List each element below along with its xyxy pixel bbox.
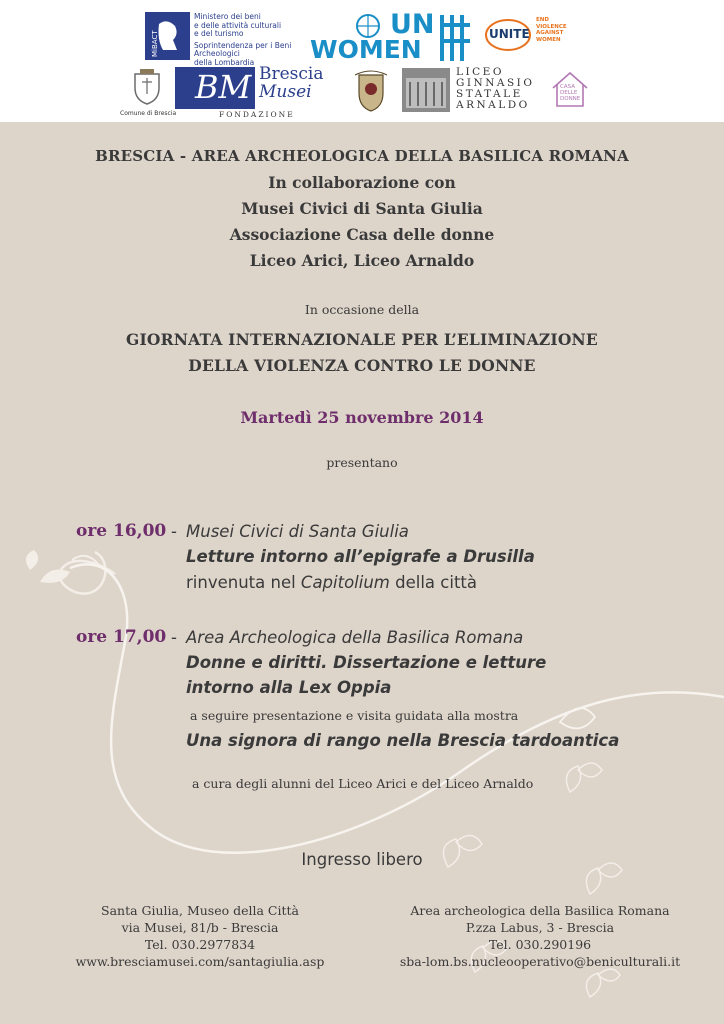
- liceo-arnaldo-logo: [402, 68, 542, 116]
- footer-line: Santa Giulia, Museo della Città: [101, 903, 299, 918]
- liceo-building-icon: [402, 68, 450, 112]
- intro-line: Musei Civici di Santa Giulia: [241, 199, 483, 218]
- mibact-line: Ministero dei beni: [194, 12, 261, 21]
- event-separator: -: [171, 522, 177, 541]
- svg-text:MiBACT: MiBACT: [151, 30, 159, 57]
- footer-right: [380, 902, 700, 970]
- liceo-line: GINNASIO: [456, 77, 535, 89]
- event-date: Martedì 25 novembre 2014: [240, 408, 484, 427]
- mibact-line: della Lombardia: [194, 57, 255, 67]
- crest-emblem-icon: [345, 67, 397, 119]
- entry-note: Ingresso libero: [301, 850, 423, 869]
- event-title: Donne e diritti. Dissertazione e letture: [186, 653, 547, 672]
- event-venue: Musei Civici di Santa Giulia: [186, 522, 409, 541]
- unite-word: UNITE: [489, 27, 530, 41]
- coat-of-arms-icon: [132, 68, 162, 106]
- event-description-part: della città: [389, 573, 477, 592]
- mibact-emblem-icon: [145, 12, 190, 60]
- presentano-label: presentano: [326, 455, 398, 470]
- un-women-un: UN: [390, 9, 435, 40]
- logo-header: [0, 0, 724, 122]
- unite-tag: AGAINST: [536, 30, 564, 36]
- bm-line: Brescia: [259, 64, 324, 84]
- brescia-musei-logo: [175, 64, 335, 119]
- intro-line: In collaborazione con: [268, 173, 456, 192]
- casa-line: DONNE: [560, 96, 581, 102]
- unite-tag: VIOLENCE: [536, 23, 567, 30]
- liceo-line: STATALE: [456, 88, 523, 100]
- event-venue: Area Archeologica della Basilica Romana: [186, 628, 524, 647]
- liceo-line: LICEO: [456, 66, 504, 78]
- comune-brescia-logo: [120, 68, 177, 120]
- exhibit-title: Una signora di rango nella Brescia tardoantica: [186, 731, 620, 750]
- bm-foundation: FONDAZIONE: [219, 110, 295, 119]
- footer-link[interactable]: www.bresciamusei.com/santagiulia.asp: [75, 954, 325, 969]
- mibact-line: e delle attività culturali: [194, 20, 282, 30]
- event-title: intorno alla Lex Oppia: [186, 678, 392, 697]
- casa-line: DELLE: [560, 90, 578, 96]
- mibact-line: Soprintendenza per i Beni Archeologici: [194, 40, 292, 58]
- unite-tag: END: [536, 17, 549, 23]
- event-description-part: rinvenuta nel: [186, 573, 301, 592]
- occasion-pre: In occasione della: [304, 302, 420, 317]
- event-title: Letture intorno all’epigrafe a Drusilla: [186, 547, 535, 566]
- intro-line: Associazione Casa delle donne: [229, 225, 495, 244]
- intro-line: Liceo Arici, Liceo Arnaldo: [249, 251, 475, 270]
- mibact-line: e del turismo: [194, 29, 244, 38]
- un-women-women: WOMEN: [310, 35, 422, 64]
- intro-heading: BRESCIA - AREA ARCHEOLOGICA DELLA BASILICA ROMANA: [95, 147, 629, 165]
- event-separator: -: [171, 628, 177, 647]
- comune-caption: Comune di Brescia: [120, 110, 177, 117]
- footer-line: Tel. 030.290196: [488, 937, 592, 952]
- footer-left: [60, 902, 340, 970]
- unite-logo: [484, 14, 567, 58]
- event-description-part: Capitolium: [300, 573, 390, 592]
- curated-by: a cura degli alunni del Liceo Arici e del Liceo Arnaldo: [192, 776, 534, 791]
- event-time: ore 16,00: [76, 521, 167, 541]
- mibact-logo: [145, 12, 305, 67]
- bm-line: Musei: [259, 82, 312, 102]
- footer-line: Area archeologica della Basilica Romana: [410, 903, 670, 918]
- occasion-title: GIORNATA INTERNAZIONALE PER L’ELIMINAZIONE: [126, 330, 598, 349]
- casa-line: CASA: [560, 84, 575, 90]
- crest-logo: [345, 67, 397, 119]
- event-description: [186, 573, 477, 592]
- event-follow: a seguire presentazione e visita guidata alla mostra: [190, 708, 519, 723]
- un-women-symbol-icon: [438, 13, 474, 63]
- footer-line: P.zza Labus, 3 - Brescia: [465, 920, 615, 935]
- bm-mark: BM: [175, 67, 255, 109]
- poster-body: [0, 122, 724, 1024]
- footer-line: Tel. 030.2977834: [144, 937, 256, 952]
- occasion-title: DELLA VIOLENZA CONTRO LE DONNE: [188, 356, 536, 375]
- unite-tag: WOMEN: [536, 36, 561, 43]
- liceo-line: ARNALDO: [456, 99, 530, 111]
- footer-line: via Musei, 81/b - Brescia: [121, 920, 279, 935]
- casa-delle-donne-logo: [548, 70, 600, 116]
- footer-email[interactable]: sba-lom.bs.nucleooperativo@beniculturali.it: [399, 954, 681, 969]
- un-women-logo: [310, 11, 476, 63]
- event-time: ore 17,00: [76, 627, 167, 647]
